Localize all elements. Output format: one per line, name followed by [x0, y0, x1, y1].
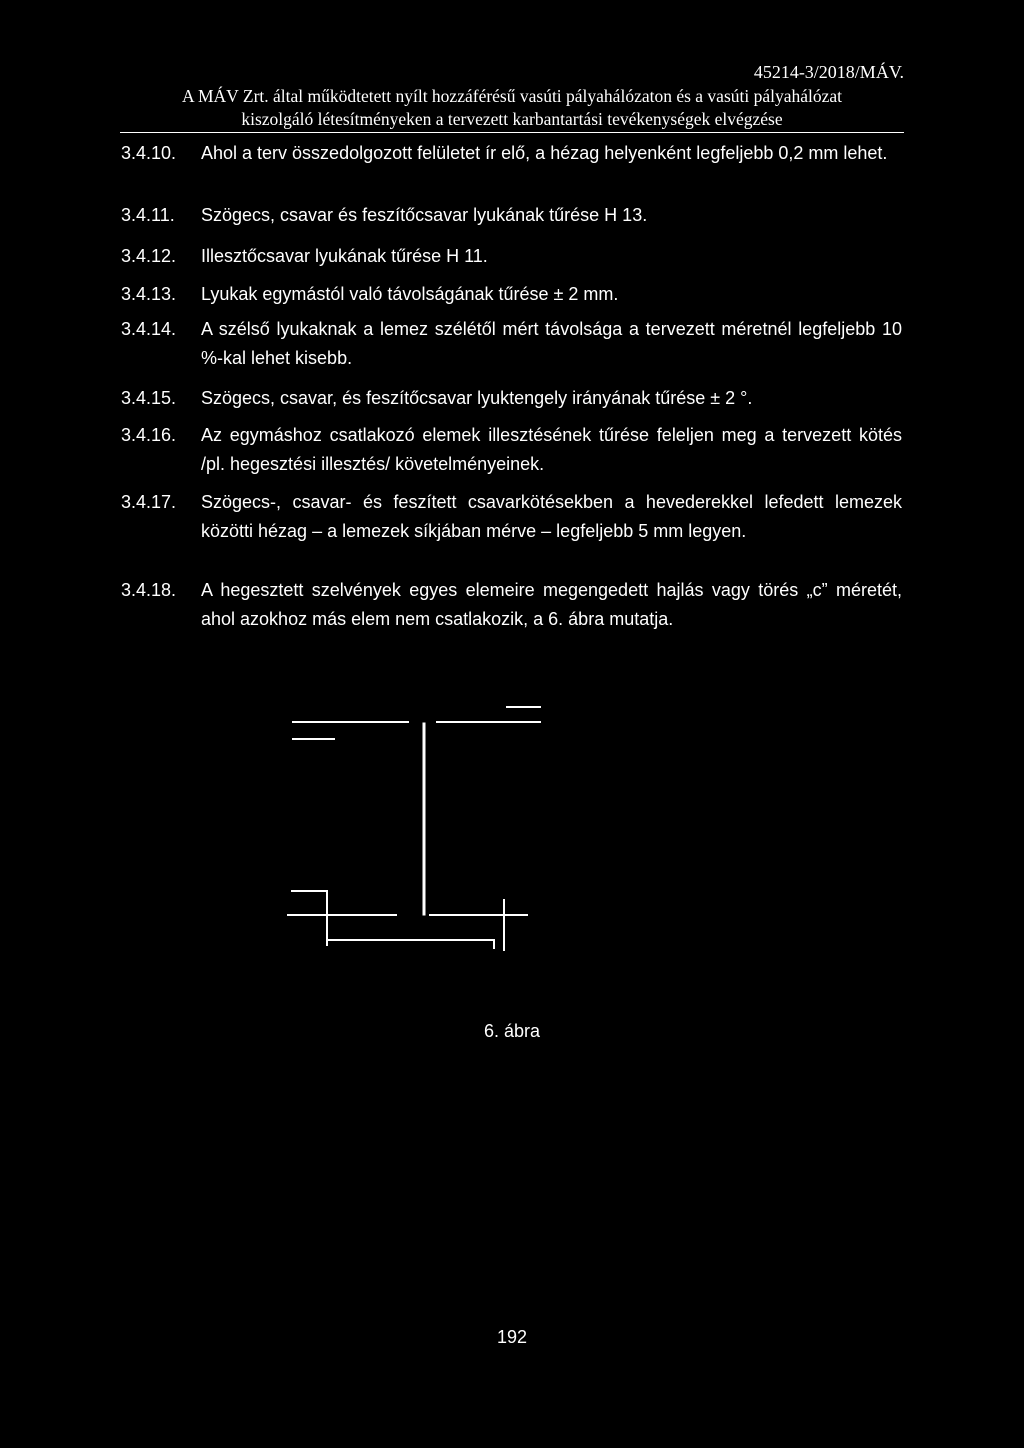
paragraph-text: A hegesztett szelvények egyes elemeire megengedett hajlás vagy törés „c” méretét, ahol azokhoz más elem nem csatlakozik, a 6. ábra mutatja.: [201, 580, 902, 629]
paragraph-text: Ahol a terv összedolgozott felületet ír elő, a hézag helyenként legfeljebb 0,2 mm lehet.: [201, 143, 888, 163]
paragraph-number: 3.4.14.: [121, 319, 177, 339]
paragraph-text: Szögecs, csavar és feszítőcsavar lyukának tűrése H 13.: [201, 205, 648, 225]
paragraph-number: 3.4.18.: [121, 580, 177, 600]
figure-caption: 6. ábra: [483, 1021, 541, 1041]
paragraph-number: 3.4.12.: [121, 246, 177, 266]
paragraph-text: Szögecs, csavar, és feszítőcsavar lyuktengely irányának tűrése ± 2 °.: [201, 388, 753, 408]
header-line-2: kiszolgáló létesítményeken a tervezett karbantartási tevékenységek elvégzése: [241, 109, 783, 129]
paragraph-text: Szögecs-, csavar- és feszített csavarkötésekben a hevederekkel lefedett lemezek közötti hézag – a lemezek síkjában mérve – legfeljebb 5 mm legyen.: [201, 492, 902, 541]
page-number: 192: [496, 1327, 528, 1347]
paragraph-text: A szélső lyukaknak a lemez szélétől mért távolsága a tervezett méretnél legfeljebb 10 %-kal lehet kisebb.: [201, 319, 902, 368]
paragraph-text: Lyukak egymástól való távolságának tűrése ± 2 mm.: [201, 284, 619, 304]
paragraph-number: 3.4.17.: [121, 492, 177, 512]
paragraph-number: 3.4.15.: [121, 388, 177, 408]
document-reference-number: 45214-3/2018/MÁV.: [753, 62, 904, 82]
header-line-1: A MÁV Zrt. által működtetett nyílt hozzáférésű vasúti pályahálózaton és a vasúti pályahálózat: [181, 86, 843, 106]
paragraph-text: Illesztőcsavar lyukának tűrése H 11.: [201, 246, 488, 266]
paragraph-number: 3.4.16.: [121, 425, 177, 445]
paragraph-number: 3.4.11.: [121, 205, 175, 225]
paragraph-text: Az egymáshoz csatlakozó elemek illesztésének tűrése feleljen meg a tervezett kötés /pl. hegesztési illesztés/ követelményeinek.: [201, 425, 902, 474]
paragraph-number: 3.4.13.: [121, 284, 177, 304]
paragraph-number: 3.4.10.: [121, 143, 177, 163]
